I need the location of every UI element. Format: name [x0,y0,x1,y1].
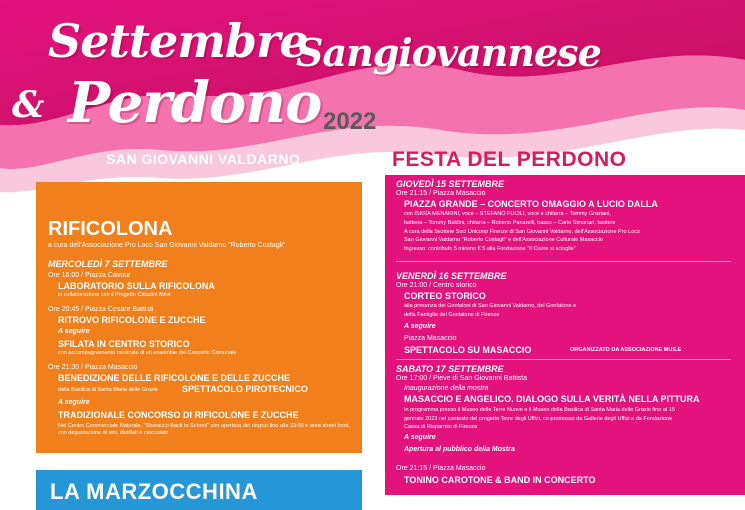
event-title: MASACCIO E ANGELICO. DIALOGO SULLA VERITÀ NELLA PITTURA [404,394,700,404]
event-title: CORTEO STORICO [404,291,486,301]
header-banner [0,0,745,200]
event-title: SPETTACOLO PIROTECNICO [182,384,308,394]
day-date: VENERDÌ 16 SETTEMBRE [396,271,507,281]
title-ampersand: & [12,84,45,126]
event-time: Ore 17:00 / Pieve di San Giovanni Battista [396,375,528,382]
event-line: A cura della Sezione Soci Unicoop Firenze di San Giovanni Valdarno, dell'Associazione Pro Loco [404,229,641,235]
event-time: A seguire [58,399,90,406]
event-line: In programma presso il Museo delle Terre Nuove e il Museo della Basilica di Santa Maria delle Grazie fino al 15 [404,407,675,413]
event-title: TRADIZIONALE CONCORSO DI RIFICOLONE E ZUCCHE [58,410,299,420]
title-settembre: Settembre [48,14,308,68]
marzocchina-panel [36,470,362,510]
event-line: alla presenza dei Gonfaloni di San Giovanni Valdarno, del Gonfalone e [404,303,577,309]
event-line: della Famiglia del Gonfalone di Firenze [404,312,500,318]
rificolona-date: MERCOLEDÌ 7 SETTEMBRE [48,259,168,269]
title-year: 2022 [323,108,377,135]
event-seguire: A seguire [404,323,436,330]
event-title: SFILATA IN CENTRO STORICO [58,339,190,349]
event-note: Nel Centro Commerciale Naturale, "Sbaracco Back to School" con apertura dei negozi fino alle 23:00 e area street food, con degustazione di vini, distillati e cioccolato [58,423,350,436]
day-date: GIOVEDÌ 15 SETTEMBRE [396,179,505,189]
event-place: Piazza Masaccio [404,335,457,342]
event-time: Ore 21:15 / Piazza Masaccio [396,190,486,197]
event-note: dalla Basilica di Santa Maria delle Grazie [58,387,158,393]
event-title: BENEDIZIONE DELLE RIFICOLONE E DELLE ZUCCHE [58,373,291,383]
event-time: Ore 20:45 / Piazza Cesare Battisti [48,306,154,313]
divider [396,261,731,262]
event-seguire-text: Apertura al pubblico della Mostra [404,446,515,453]
event-line: gennaio 2023 nel contesto del progetto Terre degli Uffizi, co-promosso da Gallerie degli Uffizi e da Fondazione [404,416,673,422]
event-title: TONINO CAROTONE & BAND IN CONCERTO [404,475,596,485]
title-sangiovannese: Sangiovannese [296,30,601,75]
event-time: Ore 21:30 / Piazza Masaccio [48,364,138,371]
event-organizer: ORGANIZZATO DA ASSOCIAZIONE MUS.E [570,347,682,353]
festa-perdono-title: FESTA DEL PERDONO [392,148,627,171]
marzocchina-title: LA MARZOCCHINA [50,479,258,504]
title-perdono: Perdono [68,70,322,136]
event-note: in collaborazione con il Progetto Cittadini Attivi [58,292,171,298]
event-pre: Inaugurazione della mostra [404,385,489,392]
event-line: San Giovanni Valdarno "Roberto Costagli" e dell'Associazione Culturale Masaccio [404,237,603,243]
day-date: SABATO 17 SETTEMBRE [396,364,504,374]
event-seguire: A seguire [404,434,436,441]
event-time: Ore 16:00 / Piazza Cavour [48,272,131,279]
event-note: con accompagnamento musicale di un ensemble del Concerto Comunale [58,350,237,356]
event-line: Ingresso: contributo 5 minimo € 5 alla Fondazione "Il Cuore si scioglie" [404,246,576,252]
event-line: batteria – Tommy Baldini, chitarra – Roberto Panarelli, basso – Carlo Simonari, tastiere [404,220,616,226]
event-time: A seguire [58,328,90,335]
event-line: con ISKRA MENARINI, voce – STEFANO FUCILI, voce e chitarra – Tommy Graziani, [404,211,611,217]
festa-perdono-panel [385,175,745,495]
divider [396,359,731,360]
city-name: SAN GIOVANNI VALDARNO [106,151,301,167]
rificolona-title: RIFICOLONA [48,218,173,240]
event-title: SPETTACOLO SU MASACCIO [404,345,532,355]
event-line: Cassa di Risparmio di Firenze [404,424,478,430]
event-title: LABORATORIO SULLA RIFICOLONA [58,281,215,291]
event-title: PIAZZA GRANDE – CONCERTO OMAGGIO A LUCIO DALLA [404,199,658,209]
rificolona-panel [36,182,362,453]
event-time: Ore 21:00 / Centro storico [396,282,477,289]
event-title: RITROVO RIFICOLONE E ZUCCHE [58,315,206,325]
event-time: Ore 21:15 / Piazza Masaccio [396,465,486,472]
rificolona-subtitle: a cura dell'Associazione Pro Loco San Giovanni Valdarno "Roberto Costagli" [48,242,286,249]
